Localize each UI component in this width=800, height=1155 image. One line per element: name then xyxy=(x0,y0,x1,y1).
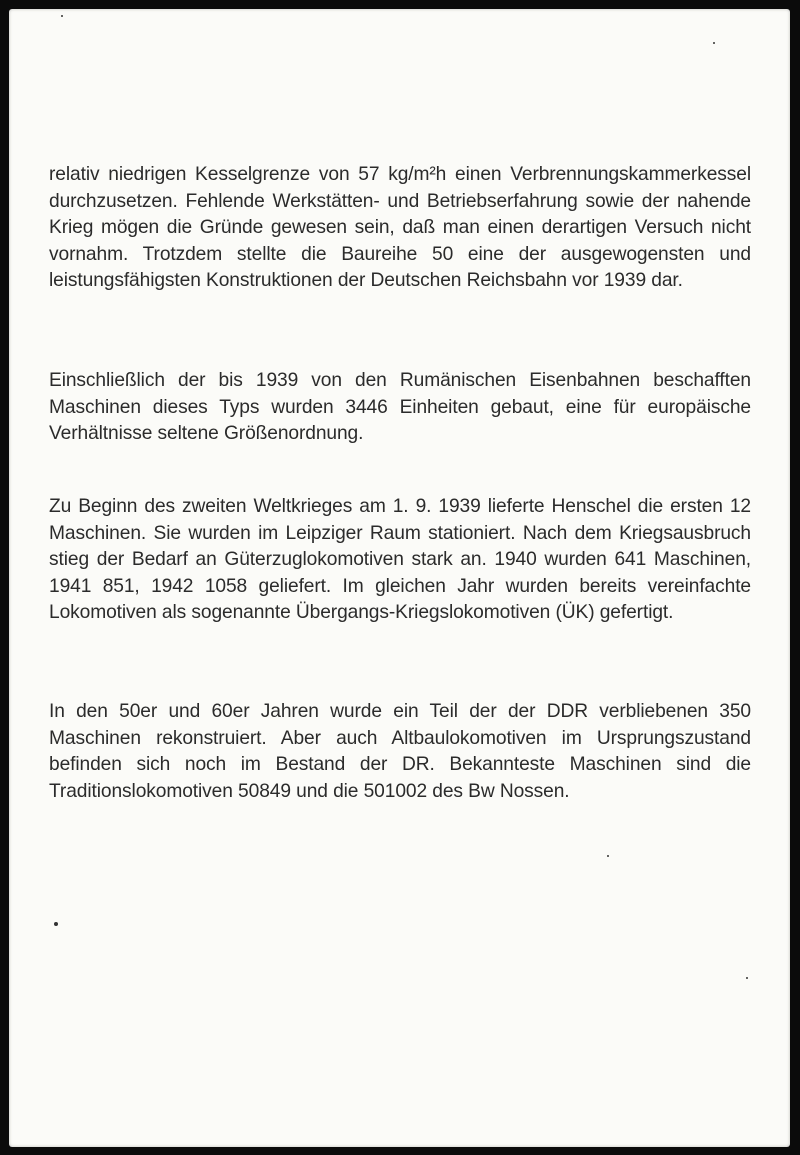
dust-speck xyxy=(713,42,715,44)
paragraph-3: Zu Beginn des zweiten Weltkrieges am 1. 9. 1939 lieferte Henschel die ersten 12 Maschinen. Sie wurden im Leipziger Raum stationiert. Nach dem Kriegsausbruch stieg der Bedarf an Güterzuglokomotiven stark an. 1940 wurden 641 Maschinen, 1941 851, 1942 1058 geliefert. Im gleichen Jahr wurden bereits vereinfachte Lokomotiven als sogenannte Übergangs-Kriegslokomotiven (ÜK) gefertigt. xyxy=(49,496,751,624)
dust-speck xyxy=(54,922,58,926)
document-page xyxy=(9,9,790,1147)
dust-speck xyxy=(61,15,63,17)
dust-speck xyxy=(746,977,748,979)
paragraph-2: Einschließlich der bis 1939 von den Rumänischen Eisenbahnen beschafften Maschinen dieses Typs wurden 3446 Einheiten gebaut, eine für europäische Verhältnisse seltene Größenordnung. xyxy=(49,370,751,445)
paragraph-1: relativ niedrigen Kesselgrenze von 57 kg/m²h einen Verbrennungskammerkessel durchzusetzen. Fehlende Werkstätten- und Betriebserfahrung sowie der nahende Krieg mögen die Gründe gewesen sein, daß man einen derartigen Versuch nicht vornahm. Trotzdem stellte die Baureihe 50 eine der ausgewogensten und leistungsfähigsten Konstruktionen der Deutschen Reichsbahn vor 1939 dar. xyxy=(49,164,751,292)
dust-speck xyxy=(607,855,609,857)
paragraph-4: In den 50er und 60er Jahren wurde ein Teil der der DDR verbliebenen 350 Maschinen rekonstruiert. Aber auch Altbaulokomotiven im Ursprungszustand befinden sich noch im Bestand der DR. Bekannteste Maschinen sind die Traditionslokomotiven 50849 und die 501002 des Bw Nossen. xyxy=(49,701,751,802)
